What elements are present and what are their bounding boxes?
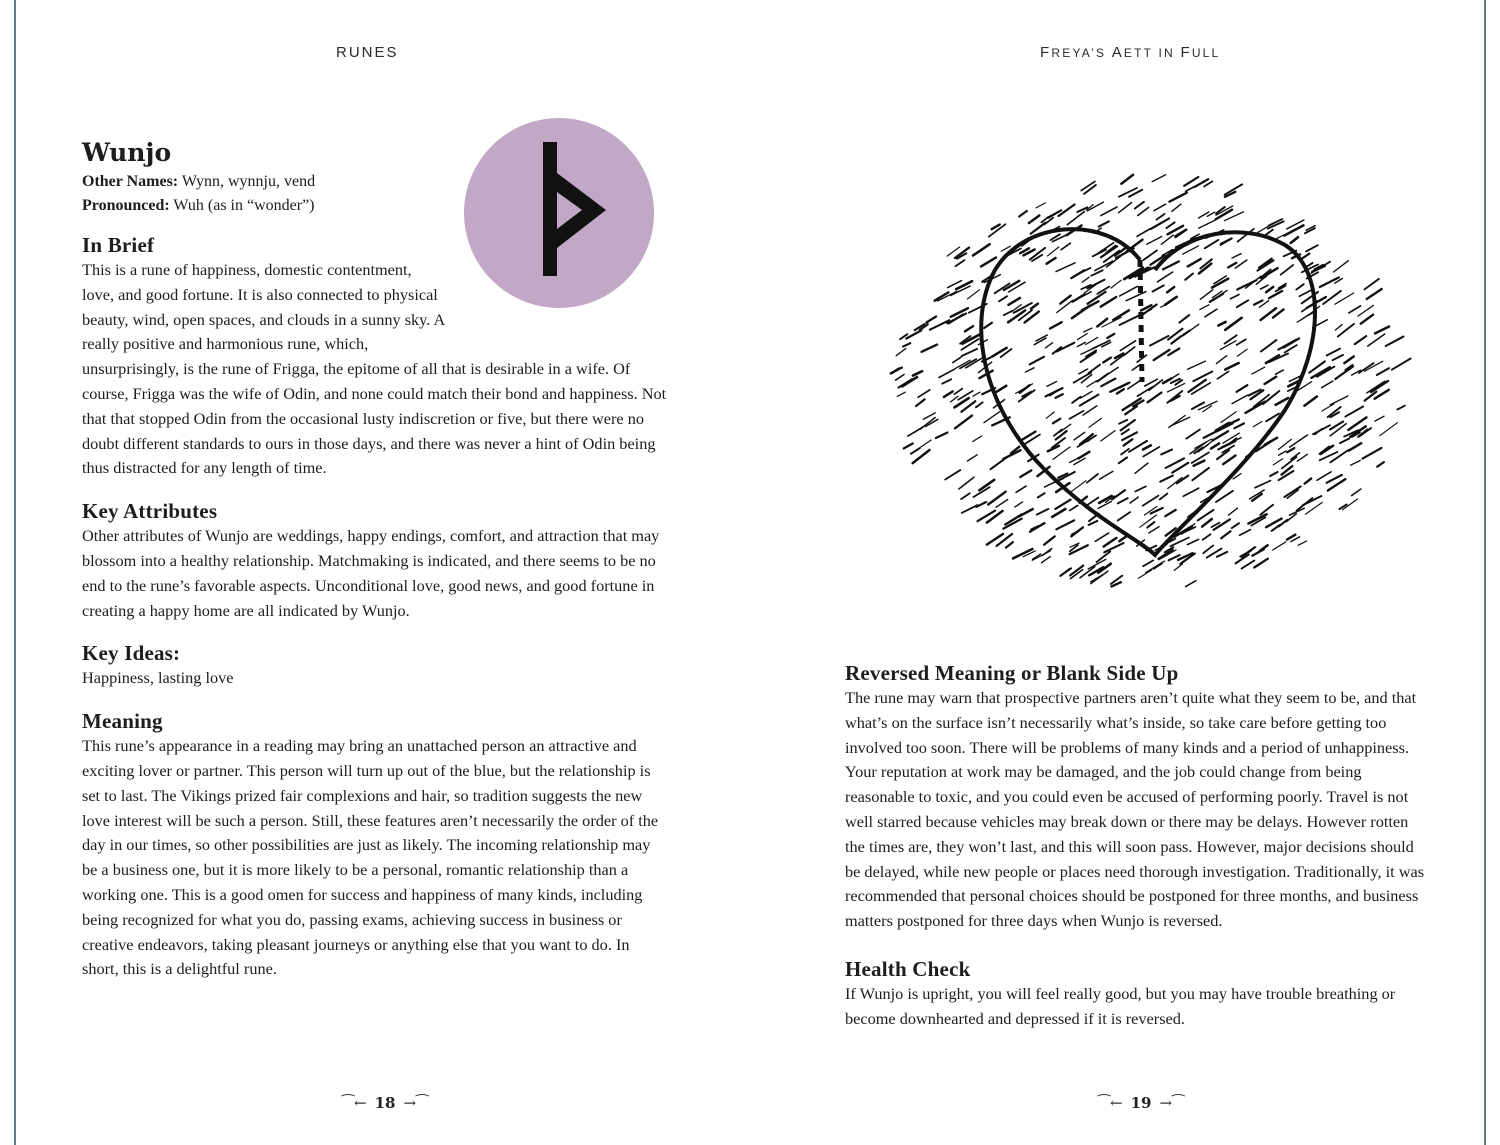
pronounced: [82, 194, 667, 218]
other-names-label: Other Names:: [82, 173, 179, 190]
rh-part: S: [1095, 46, 1112, 60]
section-meaning: [82, 708, 667, 982]
section-heading: Meaning: [82, 709, 163, 734]
rh-part: A: [1111, 44, 1124, 61]
right-page-border: [1484, 0, 1486, 1145]
rh-part: ETT IN: [1123, 46, 1181, 60]
right-page: [760, 0, 1480, 1145]
section-heading: Key Attributes: [82, 499, 218, 524]
left-page: [20, 0, 750, 1145]
section-heading: Key Ideas:: [82, 641, 181, 666]
other-names: [82, 170, 667, 194]
section-key-ideas: [82, 640, 667, 691]
left-page-border: [14, 0, 16, 1145]
section-text: This rune’s appearance in a reading may bring an unattached person an attractive and exciting lover or partner. This person will turn up out of the blue, but the relationship is set to last. The Vikings prized fair complexions and hair, so tradition suggests the new love interest will be such a person. Still, these features aren’t necessarily the order of the day in our times, so other possibilities are just as likely. The incoming relationship may be a business one, but it is more likely to be a personal, romantic relationship than a working one. This is a good omen for success and happiness of many kinds, including being recognized for what you do, passing exams, achieving success in business or creative endeavors, taking pleasant journeys or anything else that you want to do. In short, this is a delightful rune.: [82, 736, 659, 979]
section-heading: In Brief: [82, 233, 155, 257]
rune-title: Wunjo: [82, 138, 172, 167]
page-number: 18: [374, 1094, 396, 1112]
rh-part: F: [1180, 44, 1192, 61]
disc-wrap-spacer: [445, 258, 667, 334]
running-head-right: [1040, 44, 1220, 61]
right-content: [845, 660, 1425, 1032]
folio-ornament-left-icon: ⁀←: [342, 1094, 367, 1112]
folio-ornament-left-icon: ⁀←: [1098, 1094, 1123, 1112]
section-text: The rune may warn that prospective partners aren’t quite what they seem to be, and that what’s on the surface isn’t necessarily what’s inside, so take care before getting too involved too soon. There will be problems of many kinds and a period of unhappiness. Your reputation at work may be damaged, and the job could change from being reasonable to toxic, and you could even be accused of performing poorly. Travel is not well starred because vehicles may break down or there may be delays. However rotten the times are, they won’t last, and this will soon pass. However, major decisions should be delayed, while new people or places need thorough investigation. Traditionally, it was recommended that personal choices should be postponed for three months, and business matters postponed for three days when Wunjo is reversed.: [845, 688, 1425, 931]
rh-part: ULL: [1191, 46, 1221, 60]
page-number-left: [342, 1094, 428, 1112]
section-text: This is a rune of happiness, domestic contentment, love, and good fortune. It is also connected to physical beauty, wind, open spaces, and clouds in a sunny sky. A really positive and harmonious rune, which, unsurprisingly, is the rune of Frigga, the epitome of all that is desirable in a wife. Of course, Frigga was the wife of Odin, and none could match their bond and happiness. Not that that stopped Odin from the occasional lusty indiscretion or five, but there were no doubt different standards to ours in those days, and there was never a hint of Odin being thus distracted for any length of time.: [82, 260, 667, 478]
page-number: 19: [1130, 1094, 1152, 1112]
rh-part: F: [1040, 44, 1052, 61]
heart-illustration-icon: [855, 160, 1415, 600]
folio-ornament-right-icon: →⁀: [1159, 1094, 1185, 1112]
section-in-brief: [82, 232, 667, 481]
other-names-value: Wynn, wynnju, vend: [178, 173, 316, 190]
left-content: [82, 138, 667, 982]
section-text: Happiness, lasting love: [82, 668, 234, 688]
section-reversed-meaning: [845, 660, 1425, 934]
pronounced-value: Wuh (as in “wonder”): [169, 197, 315, 214]
rh-part: REYA: [1051, 46, 1092, 60]
page-number-right: [1098, 1094, 1184, 1112]
running-head-left: RUNES: [336, 44, 399, 61]
folio-ornament-right-icon: →⁀: [403, 1094, 429, 1112]
section-text: Other attributes of Wunjo are weddings, happy endings, comfort, and attraction that may blossom into a healthy relationship. Matchmaking is indicated, and there seems to be no end to the rune’s favorable aspects. Unconditional love, good news, and good fortune in creating a happy home are all indicated by Wunjo.: [82, 526, 660, 620]
rh-part: ’: [1091, 46, 1096, 60]
section-health-check: [845, 956, 1425, 1032]
section-heading: Reversed Meaning or Blank Side Up: [845, 661, 1179, 685]
pronounced-label: Pronounced:: [82, 197, 170, 214]
section-key-attributes: [82, 498, 667, 623]
section-heading: Health Check: [845, 956, 971, 981]
section-text: If Wunjo is upright, you will feel really good, but you may have trouble breathing or become downhearted and depressed if it is reversed.: [845, 983, 1396, 1028]
